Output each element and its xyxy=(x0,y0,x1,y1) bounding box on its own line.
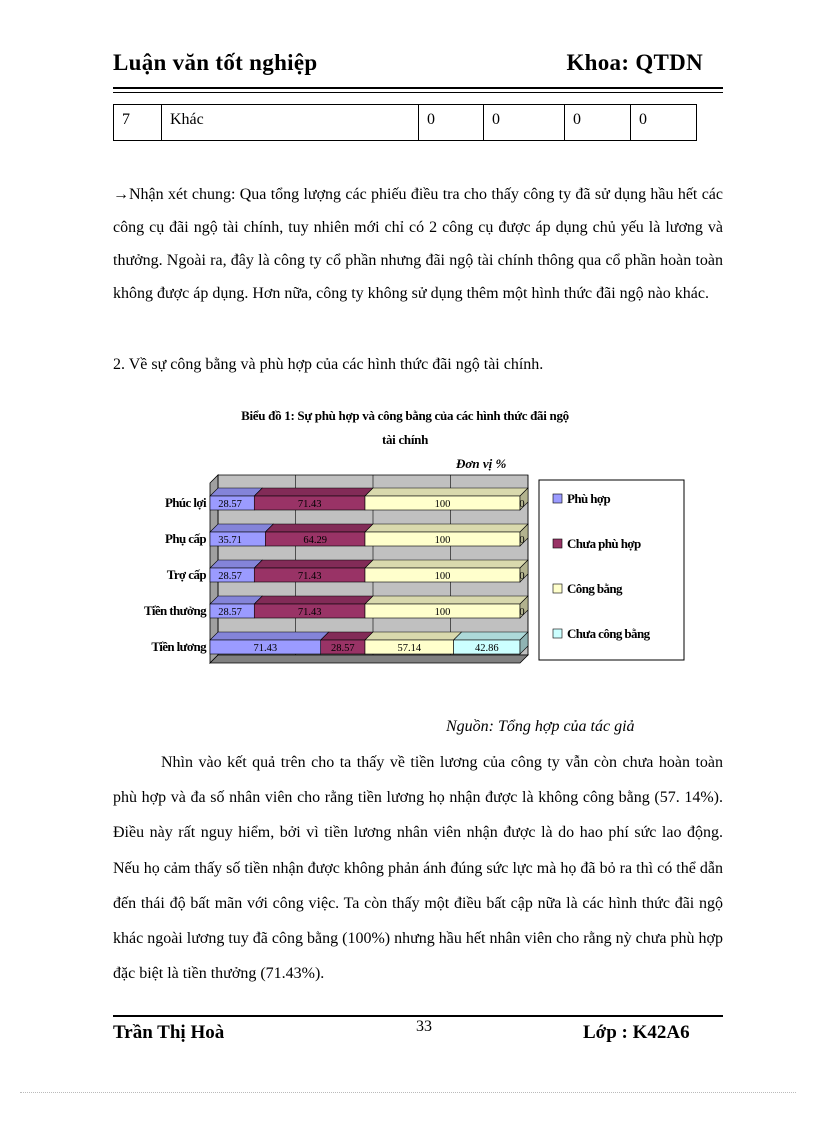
category-label: Phúc lợi xyxy=(164,495,206,510)
category-label: Tiền lương xyxy=(151,639,206,654)
legend-swatch xyxy=(553,539,562,548)
bar-top-face xyxy=(210,632,329,640)
general-remark-paragraph: →Nhận xét chung: Qua tổng lượng các phiếu điều tra cho thấy công ty đã sử dụng hầu hết các công cụ đãi ngộ tài chính, tuy nhiên mới chỉ có 2 công cụ được áp dụng chủ yếu là lương và thưởng. Ngoài ra, đây là công ty cổ phần nhưng đãi ngộ tài chính thông qua cổ phần hoàn toàn không được áp dụng. Hơn nữa, công ty không sử dụng thêm một hình thức đãi ngộ nào khác. xyxy=(113,186,723,302)
bar-top-face xyxy=(265,524,373,532)
bar-top-face xyxy=(254,560,373,568)
table-cell-value: 0 xyxy=(484,105,565,141)
bar-top-face xyxy=(454,632,528,640)
bar-top-face xyxy=(210,488,262,496)
legend-swatch xyxy=(553,584,562,593)
bar-data-label: 71.43 xyxy=(297,499,322,510)
legend-swatch xyxy=(553,494,562,503)
chart-floor xyxy=(210,655,528,663)
bar-top-face xyxy=(365,632,462,640)
legend-entry: Chưa công bằng xyxy=(567,626,650,641)
bar-data-label: 28.57 xyxy=(331,643,355,654)
page-number: 33 xyxy=(416,1018,432,1035)
bar-data-label: 35.71 xyxy=(218,535,242,546)
bar-top-face xyxy=(365,488,528,496)
category-label: Tiền thưởng xyxy=(144,603,206,618)
bar-top-face xyxy=(365,560,528,568)
bar-data-label: 57.14 xyxy=(397,643,422,654)
bar-data-label: 0 xyxy=(519,571,525,582)
category-label: Phụ cấp xyxy=(165,531,206,546)
bar-top-face xyxy=(365,596,528,604)
bar-top-face xyxy=(210,524,273,532)
table-cell-no: 7 xyxy=(114,105,162,141)
bar-top-face xyxy=(321,632,373,640)
footer-class: Lớp : K42A6 xyxy=(583,1022,690,1043)
header-thesis-title: Luận văn tốt nghiệp xyxy=(113,50,318,75)
chart-title-line2: tài chính xyxy=(381,432,429,447)
chart-source: Nguồn: Tổng hợp của tác giả xyxy=(446,718,635,735)
legend-entry: Chưa phù hợp xyxy=(567,536,641,551)
bar-data-label: 28.57 xyxy=(218,571,242,582)
bar-data-label: 28.57 xyxy=(218,607,242,618)
table-cell-value: 0 xyxy=(631,105,697,141)
bar-top-face xyxy=(210,560,262,568)
bar-data-label: 100 xyxy=(434,571,451,582)
bar-data-label: 71.43 xyxy=(253,643,278,654)
bar-data-label: 0 xyxy=(519,499,525,510)
legend-entry: Công bằng xyxy=(567,581,622,596)
section-heading-fairness: 2. Về sự công bằng và phù hợp của các hình thức đãi ngộ tài chính. xyxy=(113,356,544,373)
chart-unit-label: Đơn vị % xyxy=(456,456,507,471)
bar-data-label: 71.43 xyxy=(297,607,322,618)
footer-rule xyxy=(113,1015,723,1017)
footer-author: Trần Thị Hoà xyxy=(113,1022,225,1043)
category-label: Trợ cấp xyxy=(166,567,206,582)
bar-data-label: 0 xyxy=(519,607,525,618)
bar-data-label: 100 xyxy=(434,499,451,510)
page-bottom-border xyxy=(20,1092,796,1093)
bar-data-label: 0 xyxy=(519,535,525,546)
legend-swatch xyxy=(553,629,562,638)
bar-top-face xyxy=(254,596,373,604)
header-faculty: Khoa: QTDN xyxy=(566,50,703,75)
chart-title-line1: Biểu đồ 1: Sự phù hợp và công bằng của các hình thức đãi ngộ xyxy=(241,408,569,423)
bar-data-label: 71.43 xyxy=(297,571,322,582)
table-cell-label: Khác xyxy=(162,105,419,141)
bar-top-face xyxy=(254,488,373,496)
table-cell-value: 0 xyxy=(419,105,484,141)
bar-data-label: 100 xyxy=(434,607,451,618)
bar-top-face xyxy=(210,596,262,604)
bar-data-label: 100 xyxy=(434,535,451,546)
bar-data-label: 64.29 xyxy=(303,535,327,546)
bar-data-label: 28.57 xyxy=(218,499,242,510)
table-cell-value: 0 xyxy=(565,105,631,141)
legend-entry: Phù hợp xyxy=(567,491,611,506)
bar-data-label: 42.86 xyxy=(474,643,499,654)
analysis-paragraph: Nhìn vào kết quả trên cho ta thấy về tiền lương của công ty vẫn còn chưa hoàn toàn phù hợp và đa số nhân viên cho rằng tiền lương họ nhận được là không công bằng (57. 14%). Điều này rất nguy hiểm, bởi vì tiền lương nhân viên nhận được là do hao phí sức lao động. Nếu họ cảm thấy số tiền nhận được không phản ánh đúng sức lực mà họ đã bỏ ra thì có thể dẫn đến thái độ bất mãn với công việc. Ta còn thấy một điều bất cập nữa là các hình thức đãi ngộ khác ngoài lương tuy đã công bằng (100%) nhưng hầu hết nhân viên cho rằng nỳ chưa phù hợp đặc biệt là tiền thưởng (71.43%). xyxy=(113,754,723,983)
bar-top-face xyxy=(365,524,528,532)
